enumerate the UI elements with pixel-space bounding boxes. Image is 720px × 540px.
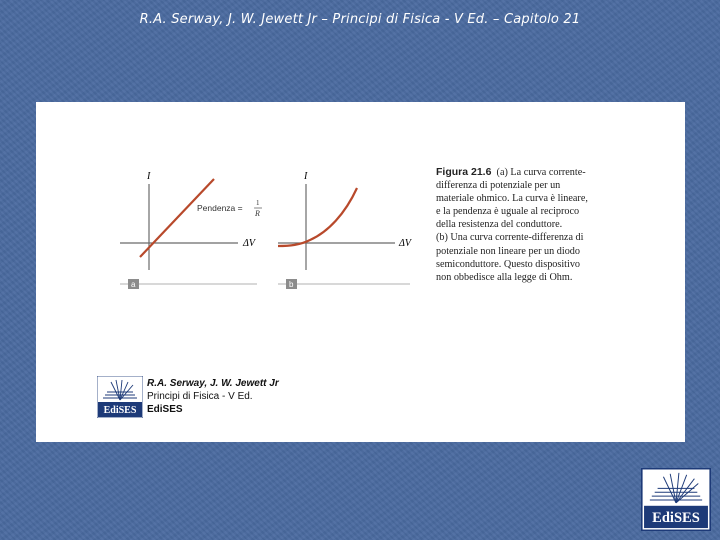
caption-line: e la pendenza è uguale al reciproco xyxy=(436,206,580,218)
caption-line: (b) Una curva corrente-differenza di xyxy=(436,232,584,244)
nonlinear-curve xyxy=(278,188,357,246)
figure-label: Figura 21.6 xyxy=(436,166,492,178)
graph-a xyxy=(112,166,262,291)
y-axis-label: I xyxy=(147,171,151,182)
edises-book-logo xyxy=(97,376,143,418)
book-credit xyxy=(147,377,279,416)
caption-line: della resistenza del conduttore. xyxy=(436,219,563,231)
slide-header: R.A. Serway, J. W. Jewett Jr – Principi di Fisica - V Ed. – Capitolo 21 xyxy=(139,12,581,27)
linear-curve xyxy=(140,179,214,257)
edises-corner-logo xyxy=(641,468,711,531)
panel-tag: b xyxy=(289,280,294,289)
book-logo-text: EdiSES xyxy=(103,405,137,416)
book-title: Principi di Fisica - V Ed. xyxy=(147,391,253,402)
caption-line: (a) La curva corrente- xyxy=(496,167,586,178)
caption-line: differenza di potenziale per un xyxy=(436,180,561,192)
book-authors: R.A. Serway, J. W. Jewett Jr xyxy=(147,378,279,389)
y-axis-label: I xyxy=(304,171,308,182)
panel-tag: a xyxy=(131,280,136,289)
caption-line: semiconduttore. Questo dispositivo xyxy=(436,258,581,270)
slope-label: Pendenza = xyxy=(197,203,243,213)
caption-line: non obbedisce alla legge di Ohm. xyxy=(436,271,573,283)
book-publisher: EdiSES xyxy=(147,404,183,415)
figure-caption xyxy=(436,166,621,284)
slope-denominator: R xyxy=(255,209,260,218)
graph-b xyxy=(270,166,420,291)
caption-line: potenziale non lineare per un diodo xyxy=(436,245,580,257)
slope-numerator: 1 xyxy=(256,199,260,207)
caption-line: materiale ohmico. La curva è lineare, xyxy=(436,193,588,205)
corner-logo-text: EdiSES xyxy=(652,510,700,527)
x-axis-label: ΔV xyxy=(399,238,411,249)
x-axis-label: ΔV xyxy=(243,238,255,249)
